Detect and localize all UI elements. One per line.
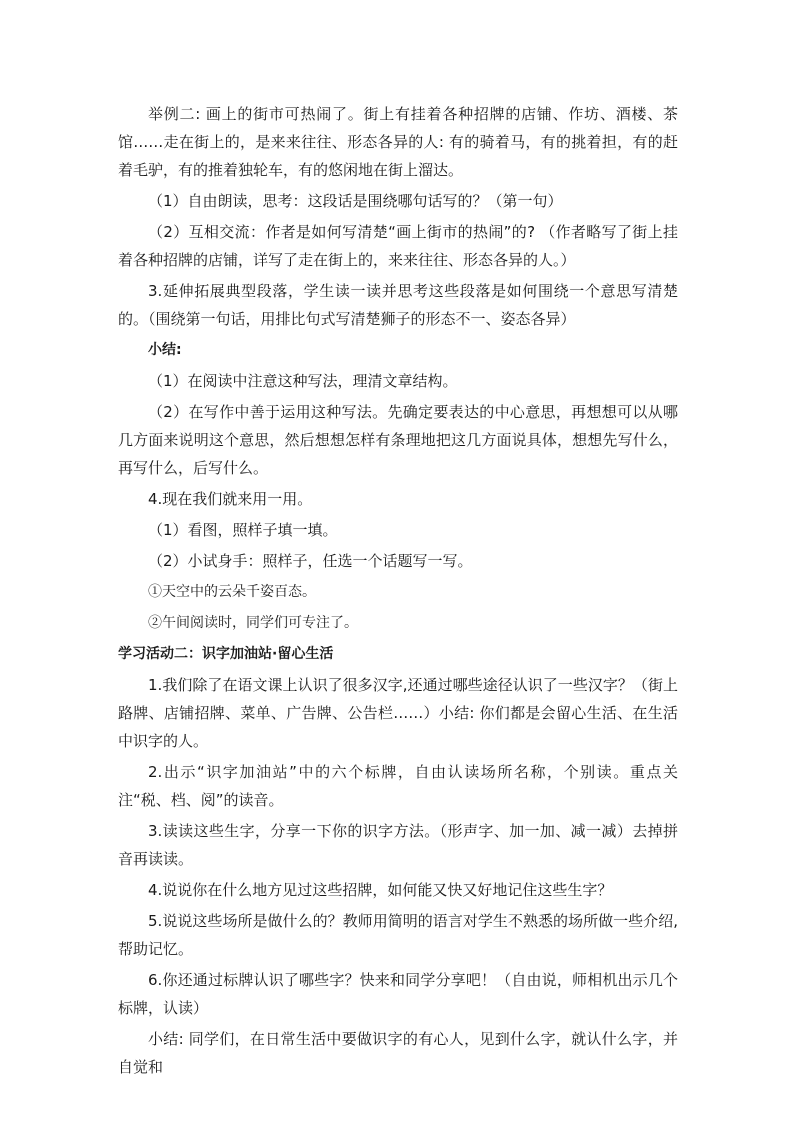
summary-item-2: （2）在写作中善于运用这种写法。先确定要表达的中心意思，再想想可以从哪几方面来说明这个意思，然后想想怎样有条理地把这几方面说具体，想想先写什么，再写什么，后写什么。 [118,403,678,477]
summary-label: 小结: [148,342,182,358]
activity-two-step-5: 5.说说这些场所是做什么的？教师用简明的语言对学生不熟悉的场所做一些介绍,帮助记忆。 [118,912,678,958]
section-heading-activity-two: 学习活动二：识字加油站·留心生活 [118,646,334,662]
step-4-item-1: （1）看图，照样子填一填。 [148,521,338,539]
summary-item-1: （1）在阅读中注意这种写法，理清文章结构。 [148,372,458,390]
topic-option-1: ①天空中的云朵千姿百态。 [148,584,316,600]
activity-two-step-2: 2.出示“识字加油站”中的六个标牌，自由认读场所名称，个别读。重点关注“税、档、阅”的读音。 [118,763,678,809]
activity-two-step-6: 6.你还通过标牌认识了哪些字？快来和同学分享吧！（自由说，师相机出示几个标牌，认读） [118,971,678,1017]
document-page [118,100,678,1081]
activity-two-step-4: 4.说说你在什么地方见过这些招牌，如何能又快又好地记住这些生字？ [148,881,613,899]
activity-two-step-1: 1.我们除了在语文课上认识了很多汉字,还通过哪些途径认识了一些汉字？（街上路牌、店铺招牌、菜单、广告牌、公告栏……）小结: 你们都是会留心生活、在生活中识字的人。 [118,676,678,750]
topic-option-2: ②午间阅读时，同学们可专注了。 [148,615,358,631]
step-4-item-2: （2）小试身手：照样子，任选一个话题写一写。 [148,552,473,570]
activity-two-summary: 小结: 同学们，在日常生活中要做识字的有心人，见到什么字，就认什么字，并自觉和 [118,1030,678,1076]
paragraph-step-3: 3.延伸拓展典型段落，学生读一读并思考这些段落是如何围绕一个意思写清楚的。（围绕第一句话，用排比句式写清楚狮子的形态不一、姿态各异） [118,282,678,328]
paragraph-step-4: 4.现在我们就来用一用。 [148,490,313,508]
paragraph-question-1: （1）自由朗读，思考：这段话是围绕哪句话写的？（第一句） [148,192,563,210]
activity-two-step-3: 3.读读这些生字，分享一下你的识字方法。（形声字、加一加、减一减）去掉拼音再读读。 [118,822,678,868]
paragraph-example-two: 举例二: 画上的街市可热闹了。街上有挂着各种招牌的店铺、作坊、酒楼、茶馆……走在街上的，是来来往往、形态各异的人: 有的骑着马，有的挑着担，有的赶着毛驴，有的推着独轮车，有的悠闲地在街上溜达。 [118,105,678,179]
paragraph-question-2: （2）互相交流：作者是如何写清楚“画上街市的热闹”的? （作者略写了街上挂着各种招牌的店铺，详写了走在街上的，来来往往、形态各异的人。） [118,223,678,269]
